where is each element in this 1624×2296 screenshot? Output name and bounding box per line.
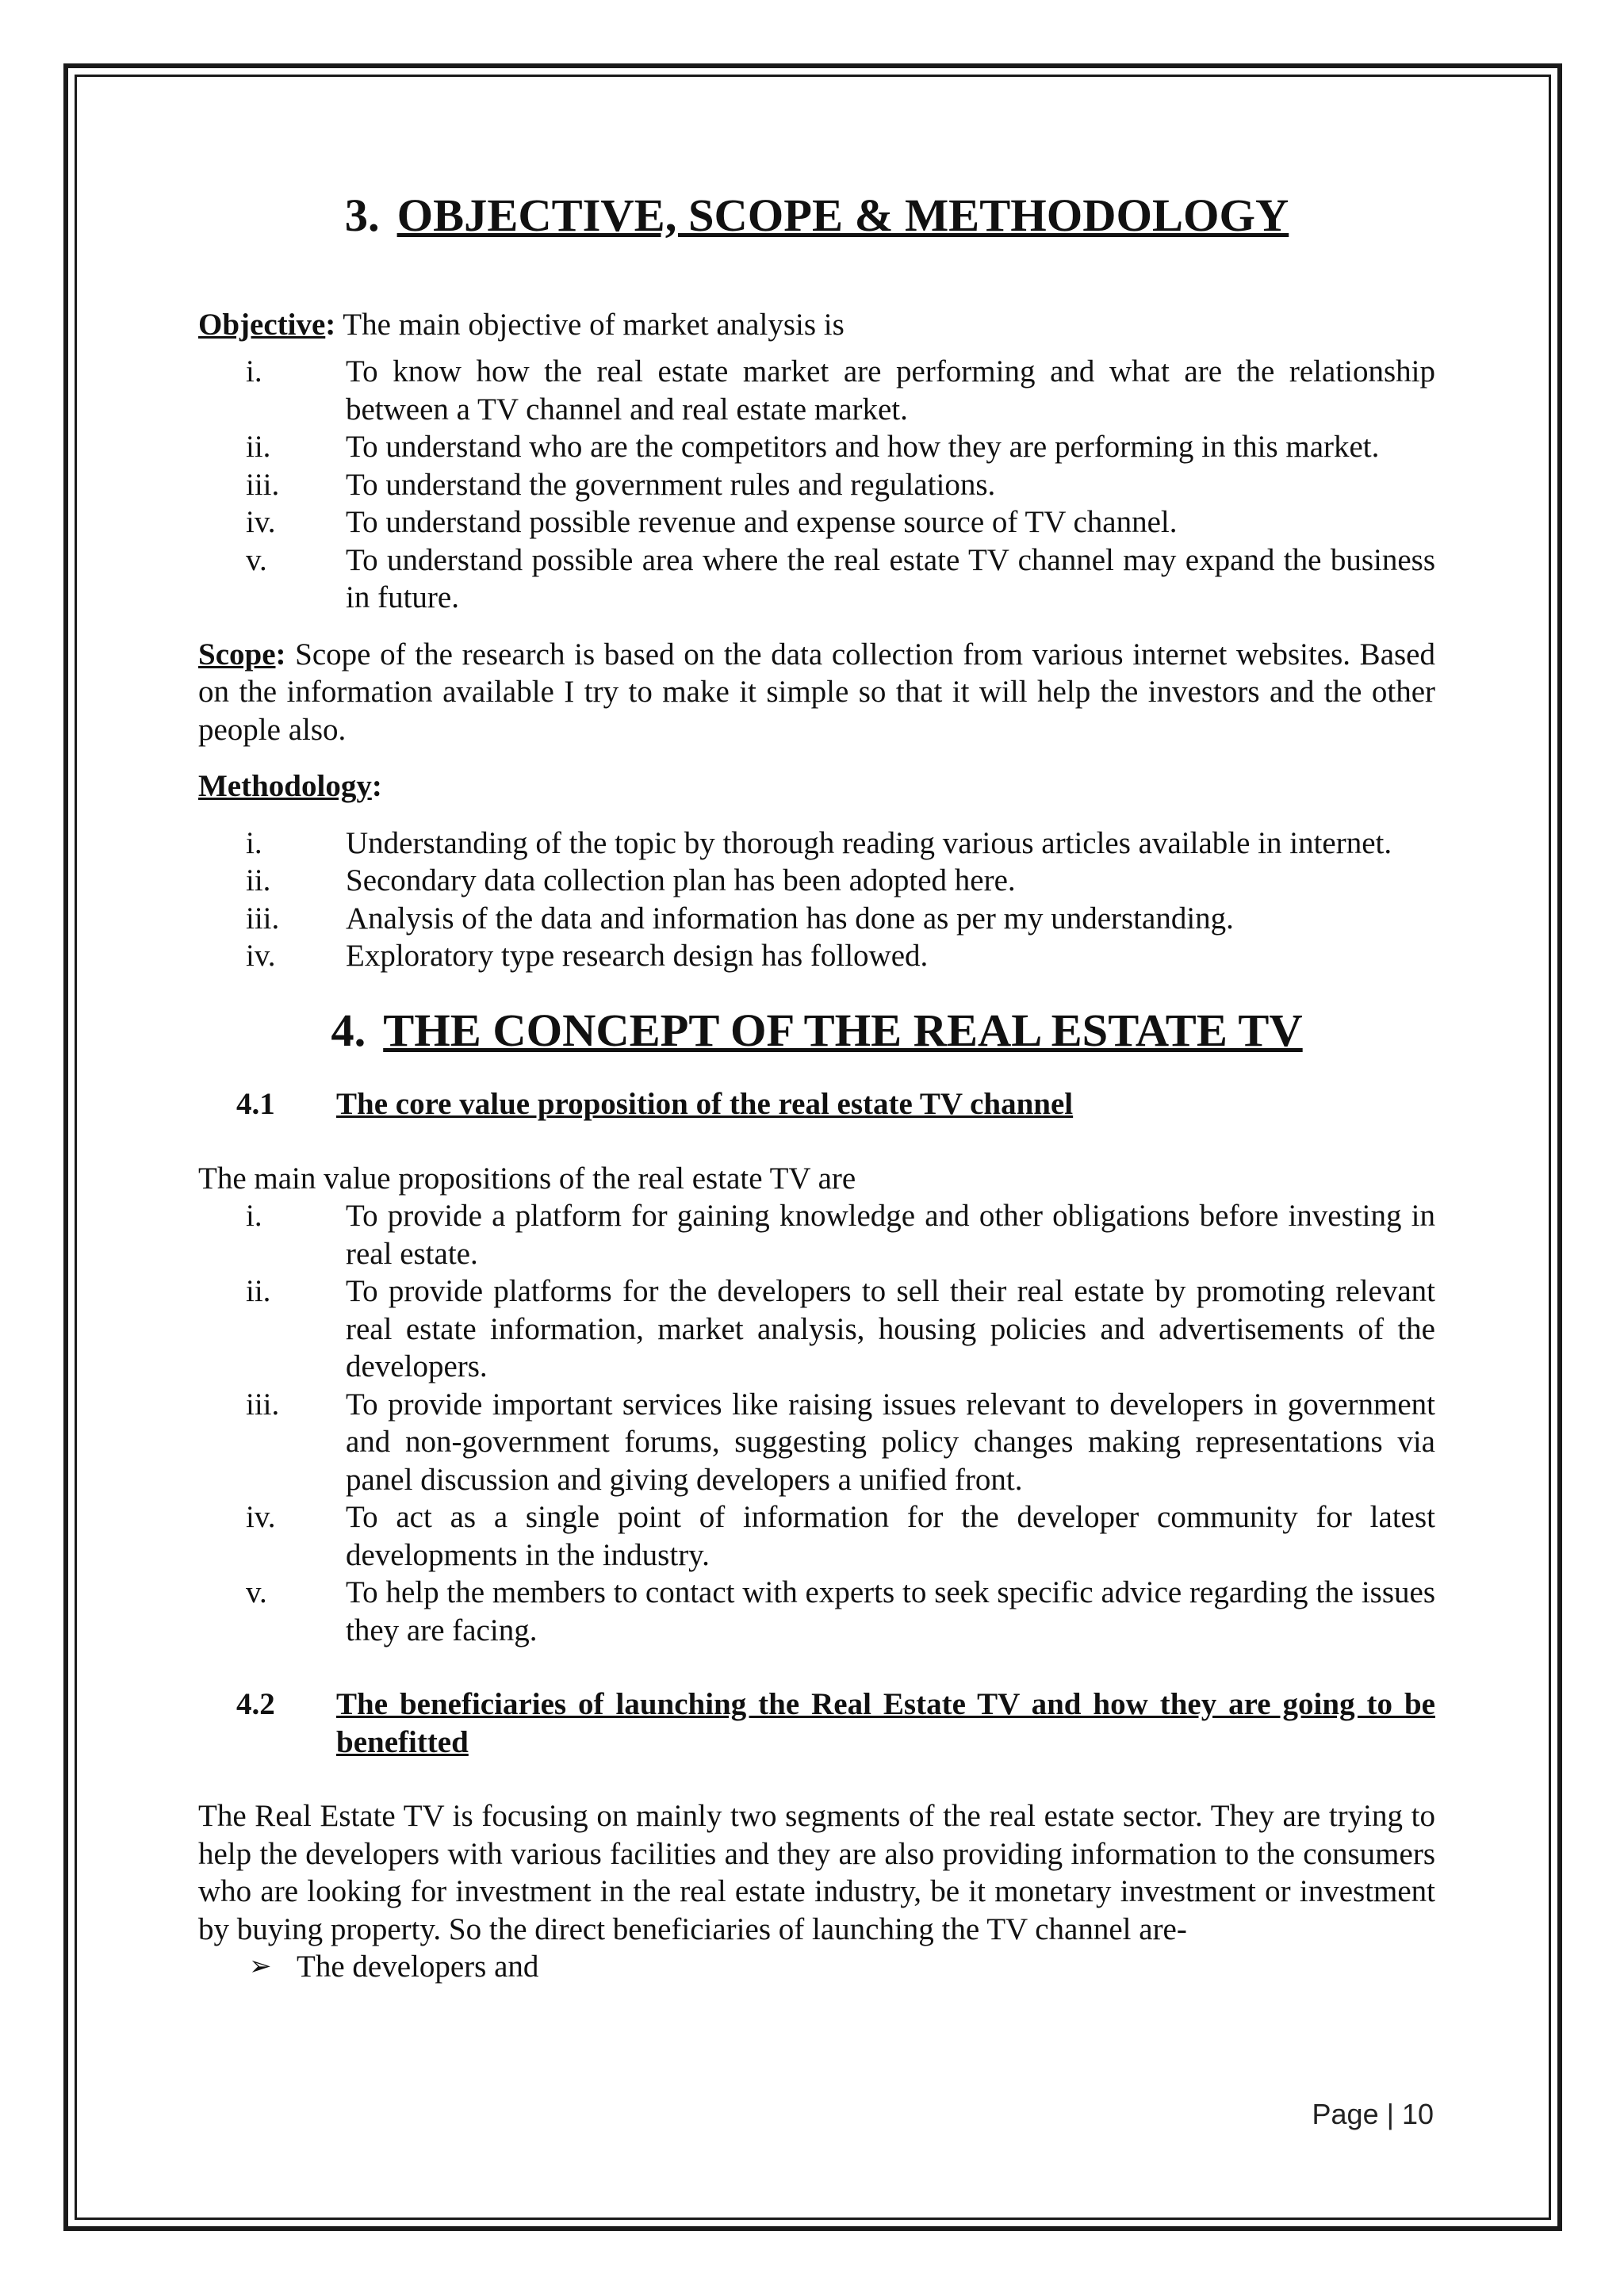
beneficiaries-paragraph: The Real Estate TV is focusing on mainly two segments of the real estate sector. They are trying to help the developers with various facilities and they are also providing information to the consumers who are looking for investment in the real estate industry, be it monetary investment or investment by buying property. So the direct beneficiaries of launching the TV channel are- [198, 1799, 1435, 1946]
subsection-4-1-number: 4.1 [236, 1087, 275, 1121]
scope-text: Scope of the research is based on the data collection from various internet websites. Based on the information available I try to make it simple so that it will help the investors and the other people also. [198, 637, 1435, 747]
scope-label: Scope [198, 637, 276, 672]
list-item: iii. To provide important services like raising issues relevant to developers in government and non-government forums, suggesting policy changes making representations via panel discussion and giving developers a unified front. [246, 1387, 1435, 1497]
subsection-4-1-title: The core value proposition of the real estate TV channel [336, 1087, 1074, 1121]
methodology-list [198, 825, 1435, 975]
subsection-4-2-heading [198, 1686, 1435, 1761]
list-item: i. To provide a platform for gaining knowledge and other obligations before investing in real estate. [246, 1199, 1435, 1271]
list-item: iii. Analysis of the data and information has done as per my understanding. [246, 901, 1234, 936]
page-number-value: 10 [1401, 2098, 1434, 2130]
methodology-label: Methodology [198, 769, 372, 803]
objective-list [198, 353, 1435, 617]
page-label: Page [1312, 2098, 1379, 2130]
methodology-heading: Methodology: [198, 769, 382, 803]
page-content [198, 189, 1435, 1986]
section-3-number: 3. [344, 189, 380, 241]
list-item: ii. Secondary data collection plan has been adopted here. [246, 863, 1016, 897]
list-item: iv. Exploratory type research design has followed. [246, 939, 929, 973]
subsection-4-2-title: The beneficiaries of launching the Real Estate TV and how they are going to be benefitted [336, 1687, 1435, 1759]
arrow-bullet-icon: ➢ [249, 1950, 272, 1982]
section-4-number: 4. [331, 1004, 366, 1056]
bullet-text: The developers and [297, 1950, 539, 1984]
scope-paragraph: Scope: Scope of the research is based on the data collection from various internet websites. Based on the information available I try to make it simple so that it will help the investors and the other people also. [198, 637, 1435, 747]
objective-paragraph: Objective: The main objective of market analysis is [198, 307, 845, 342]
list-item: v. To help the members to contact with experts to seek specific advice regarding the issues they are facing. [246, 1575, 1435, 1647]
objective-intro: The main objective of market analysis is [335, 307, 845, 342]
list-item: iv. To act as a single point of information for the developer community for latest developments in the industry. [246, 1500, 1435, 1572]
subsection-4-1-heading [198, 1085, 1435, 1123]
section-4-title: THE CONCEPT OF THE REAL ESTATE TV [383, 1004, 1303, 1056]
page-separator: | [1386, 2098, 1394, 2130]
value-proposition-list [198, 1197, 1435, 1649]
page-number [1312, 2098, 1434, 2131]
list-item: ii. To provide platforms for the developers to sell their real estate by promoting relevant real estate information, market analysis, housing policies and advertisements of the developers. [246, 1274, 1435, 1383]
list-item: v. To understand possible area where the real estate TV channel may expand the business in future. [246, 542, 1435, 614]
list-item: i. To know how the real estate market are performing and what are the relationship between a TV channel and real estate market. [246, 354, 1435, 427]
section-3-heading [198, 189, 1435, 241]
section-3-title: OBJECTIVE, SCOPE & METHODOLOGY [396, 189, 1289, 241]
list-item: i. Understanding of the topic by thorough reading various articles available in internet. [246, 825, 1392, 860]
section-4-heading [198, 1004, 1435, 1056]
objective-label: Objective [198, 307, 326, 342]
list-item [249, 1948, 1435, 1986]
list-item: ii. To understand who are the competitors and how they are performing in this market. [246, 430, 1380, 464]
subsection-4-2-number: 4.2 [236, 1687, 275, 1721]
list-item: iv. To understand possible revenue and expense source of TV channel. [246, 505, 1178, 539]
value-proposition-intro: The main value propositions of the real estate TV are [198, 1161, 856, 1196]
list-item: iii. To understand the government rules and regulations. [246, 467, 996, 502]
